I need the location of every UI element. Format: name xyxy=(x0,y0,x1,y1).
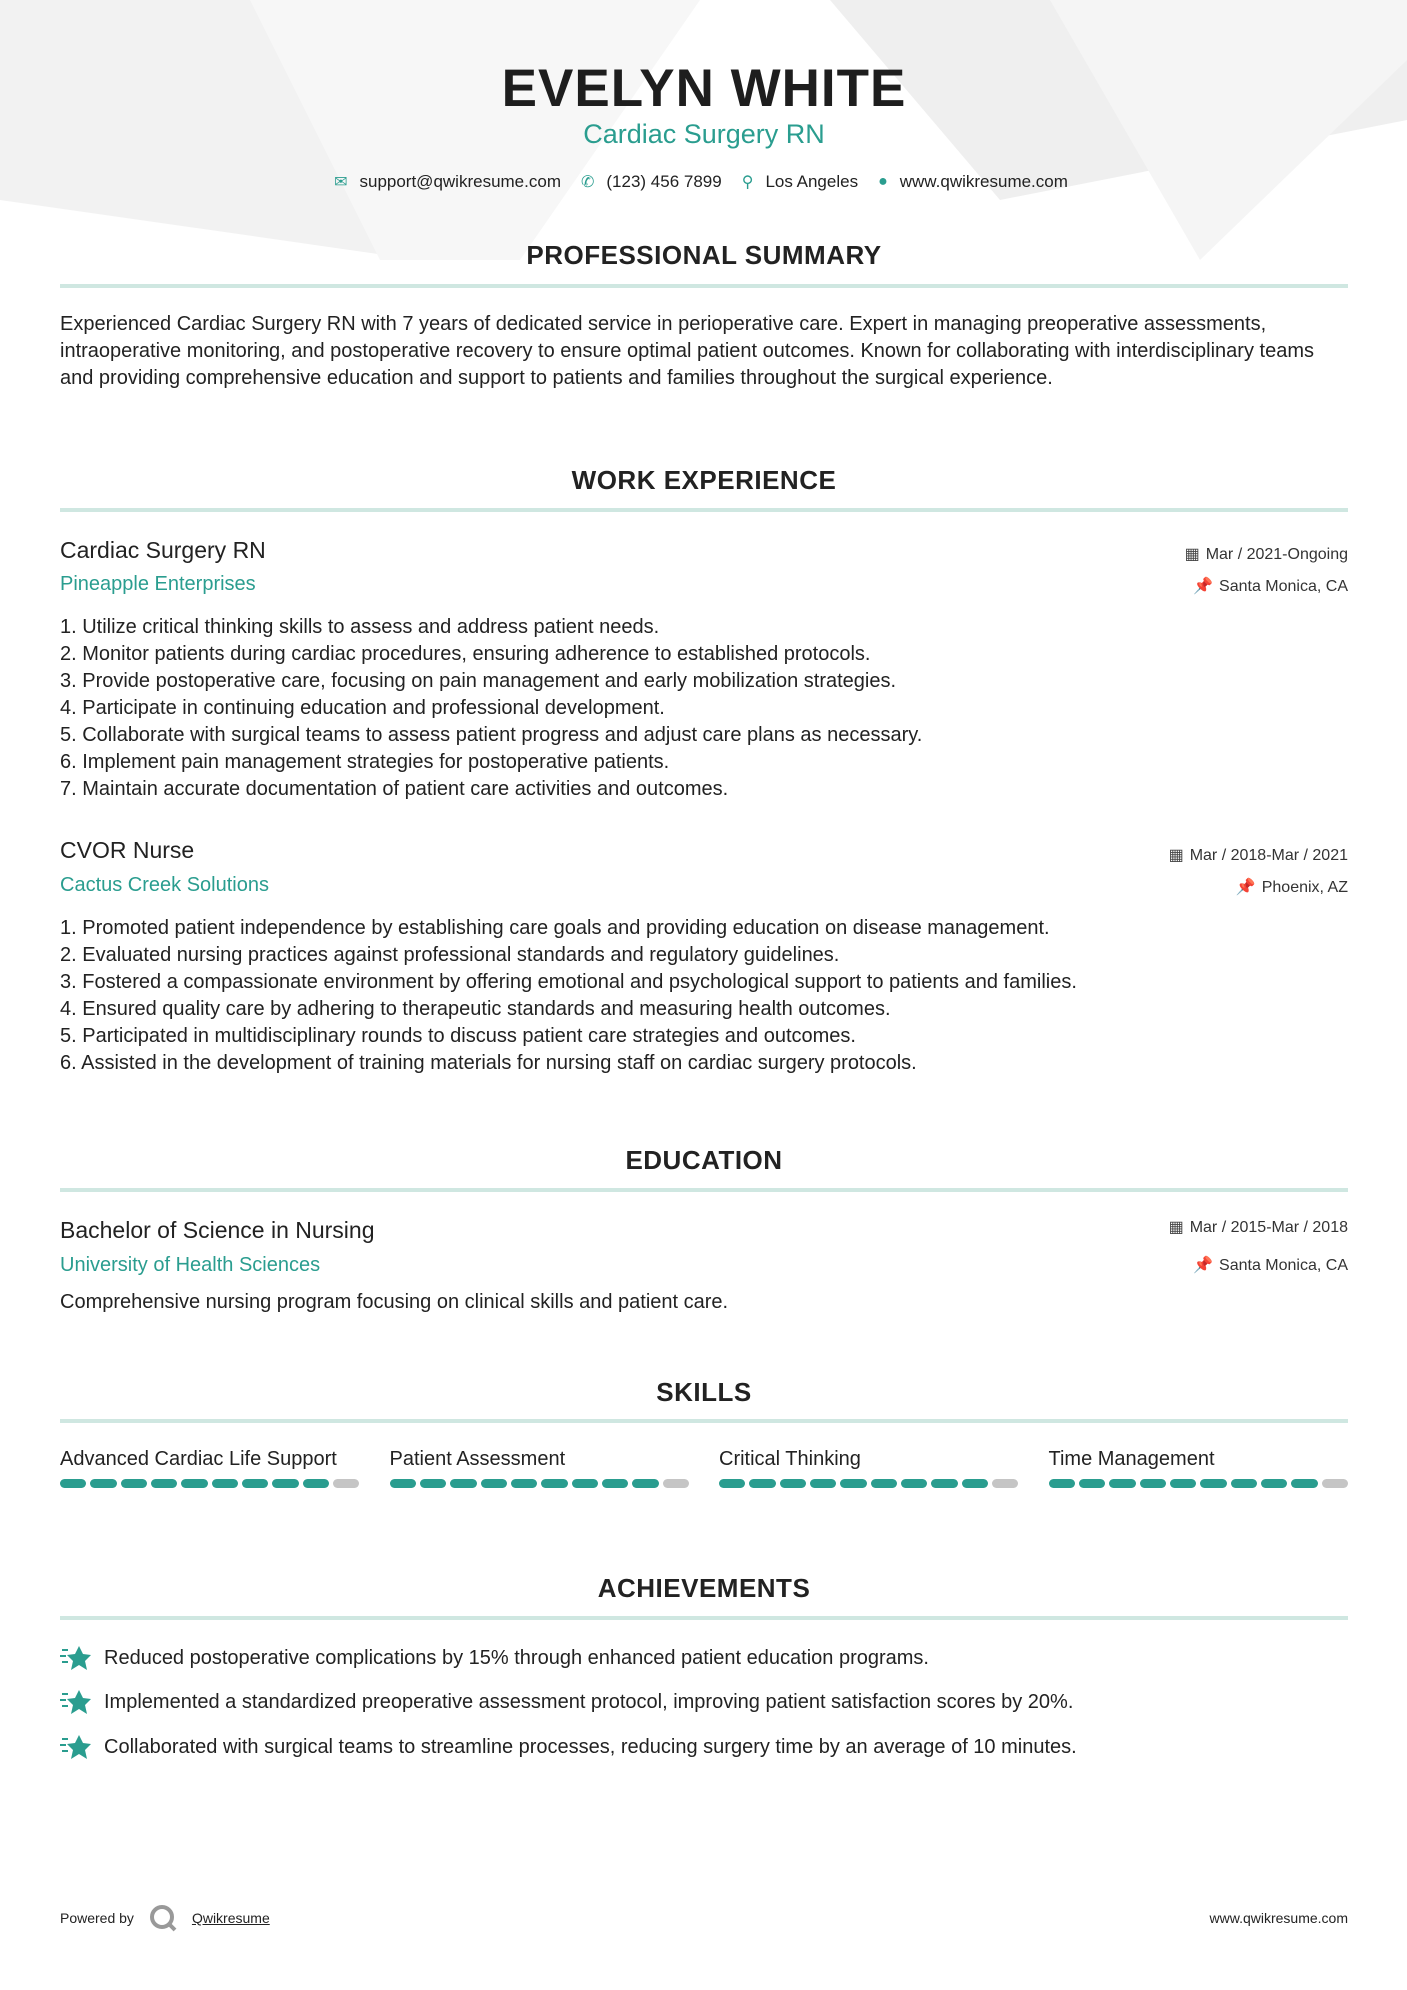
edu-description: Comprehensive nursing program focusing on clinical skills and patient care. xyxy=(60,1291,729,1313)
skill-level-segment xyxy=(1261,1479,1287,1488)
skill-level-bar xyxy=(60,1479,360,1488)
location-pin-icon: ⚲ xyxy=(741,174,754,191)
skill-level-segment xyxy=(272,1479,298,1488)
pin-icon: 📌 xyxy=(1193,578,1214,595)
skill-level-segment xyxy=(962,1479,988,1488)
skill-level-segment xyxy=(810,1479,836,1488)
list-item: 1. Promoted patient independence by establishing care goals and providing education on disease management. xyxy=(60,917,1050,939)
star-award-icon xyxy=(60,1644,92,1672)
divider xyxy=(60,1188,1348,1192)
skill-item xyxy=(390,1446,690,1488)
list-item: 6. Implement pain management strategies for postoperative patients. xyxy=(60,751,670,773)
skill-level-segment xyxy=(242,1479,268,1488)
job-dates: Mar / 2018-Mar / 2021 xyxy=(1189,847,1348,864)
list-item: 6. Assisted in the development of training materials for nursing staff on cardiac surgery protocols. xyxy=(60,1052,917,1074)
job-location: Phoenix, AZ xyxy=(1261,879,1348,896)
skill-item xyxy=(60,1446,360,1488)
skill-level-segment xyxy=(602,1479,628,1488)
skill-level-segment xyxy=(1109,1479,1135,1488)
achievement-text: Reduced postoperative complications by 15% through enhanced patient education programs. xyxy=(104,1646,929,1669)
email-icon: ✉ xyxy=(334,174,348,191)
degree: Bachelor of Science in Nursing xyxy=(60,1217,375,1243)
experience-heading: WORK EXPERIENCE xyxy=(571,465,837,495)
skills-list xyxy=(60,1446,1348,1488)
edu-location: Santa Monica, CA xyxy=(1219,1257,1348,1274)
skill-level-segment xyxy=(1231,1479,1257,1488)
summary-heading: PROFESSIONAL SUMMARY xyxy=(526,240,882,270)
list-item: 3. Fostered a compassionate environment by offering emotional and psychological support to patients and families. xyxy=(60,971,1077,993)
divider xyxy=(60,1616,1348,1620)
skill-level-segment xyxy=(151,1479,177,1488)
contact-info xyxy=(60,172,1348,192)
skill-level-segment xyxy=(1140,1479,1166,1488)
pin-icon: 📌 xyxy=(1235,879,1256,896)
skill-level-bar xyxy=(719,1479,1019,1488)
skill-level-segment xyxy=(1200,1479,1226,1488)
powered-by-label: Powered by xyxy=(60,1910,134,1926)
list-item: 2. Monitor patients during cardiac procedures, ensuring adherence to established protocols. xyxy=(60,643,871,665)
job-title: Cardiac Surgery RN xyxy=(60,537,266,563)
divider xyxy=(60,1419,1348,1423)
skill-level-segment xyxy=(181,1479,207,1488)
website[interactable]: www.qwikresume.com xyxy=(899,172,1068,191)
email[interactable]: support@qwikresume.com xyxy=(359,172,561,191)
achievement-text: Implemented a standardized preoperative assessment protocol, improving patient satisfaction scores by 20%. xyxy=(104,1690,1074,1713)
skill-name: Critical Thinking xyxy=(719,1448,861,1470)
calendar-icon: ▦ xyxy=(1168,1219,1184,1236)
list-item: 4. Ensured quality care by adhering to therapeutic standards and measuring health outcomes. xyxy=(60,998,891,1020)
phone-icon: ✆ xyxy=(580,174,595,191)
summary-text: Experienced Cardiac Surgery RN with 7 years of dedicated service in perioperative care. Expert in managing preoperative assessments, intraoperative monitoring, and postoperative recovery to ensure optimal patient outcomes. Known for collaborating with interdisciplinary teams and providing comprehensive education and support to patients and families throughout the surgical experience. xyxy=(60,313,1314,389)
list-item: 5. Participated in multidisciplinary rounds to discuss patient care strategies and outcomes. xyxy=(60,1025,856,1047)
candidate-name: EVELYN WHITE xyxy=(501,59,907,118)
achievement-text: Collaborated with surgical teams to streamline processes, reducing surgery time by an average of 10 minutes. xyxy=(104,1735,1077,1758)
divider xyxy=(60,508,1348,512)
list-item: 3. Provide postoperative care, focusing on pain management and early mobilization strategies. xyxy=(60,670,897,692)
company: Pineapple Enterprises xyxy=(60,573,256,595)
star-award-icon xyxy=(60,1733,92,1761)
skill-level-segment xyxy=(840,1479,866,1488)
skill-level-segment xyxy=(420,1479,446,1488)
skill-level-segment xyxy=(931,1479,957,1488)
skill-name: Time Management xyxy=(1048,1448,1215,1470)
achievements-heading: ACHIEVEMENTS xyxy=(597,1573,811,1603)
skill-level-segment xyxy=(780,1479,806,1488)
skill-level-segment xyxy=(871,1479,897,1488)
achievement-item xyxy=(60,1688,1348,1716)
skill-level-segment xyxy=(481,1479,507,1488)
list-item: 7. Maintain accurate documentation of patient care activities and outcomes. xyxy=(60,778,729,800)
skill-level-segment xyxy=(1170,1479,1196,1488)
list-item: 5. Collaborate with surgical teams to assess patient progress and adjust care plans as necessary. xyxy=(60,724,923,746)
globe-icon: ● xyxy=(878,173,888,190)
skill-level-segment xyxy=(1079,1479,1105,1488)
job-dates: Mar / 2021-Ongoing xyxy=(1205,546,1348,563)
list-item: 2. Evaluated nursing practices against professional standards and regulatory guidelines. xyxy=(60,944,840,966)
skill-level-segment xyxy=(541,1479,567,1488)
skill-level-segment xyxy=(333,1479,359,1488)
footer xyxy=(60,1903,1348,1933)
skill-level-segment xyxy=(572,1479,598,1488)
skill-level-segment xyxy=(663,1479,689,1488)
location: Los Angeles xyxy=(765,172,859,191)
skill-name: Advanced Cardiac Life Support xyxy=(60,1448,337,1470)
skill-level-bar xyxy=(390,1479,690,1488)
skill-level-segment xyxy=(303,1479,329,1488)
skill-level-segment xyxy=(749,1479,775,1488)
calendar-icon: ▦ xyxy=(1168,847,1184,864)
achievement-item xyxy=(60,1733,1348,1761)
candidate-title: Cardiac Surgery RN xyxy=(583,119,825,149)
skill-level-segment xyxy=(121,1479,147,1488)
job-bullets xyxy=(60,614,1348,803)
skill-name: Patient Assessment xyxy=(389,1448,566,1470)
skill-level-segment xyxy=(450,1479,476,1488)
skill-level-segment xyxy=(1322,1479,1348,1488)
skill-level-segment xyxy=(60,1479,86,1488)
achievement-item xyxy=(60,1644,1348,1672)
skill-level-bar xyxy=(1049,1479,1349,1488)
pin-icon: 📌 xyxy=(1193,1257,1214,1274)
school: University of Health Sciences xyxy=(60,1254,321,1276)
job-bullets xyxy=(60,915,1348,1077)
skill-level-segment xyxy=(390,1479,416,1488)
skill-level-segment xyxy=(90,1479,116,1488)
skill-level-segment xyxy=(992,1479,1018,1488)
footer-website[interactable]: www.qwikresume.com xyxy=(1209,1910,1348,1926)
divider xyxy=(60,284,1348,288)
list-item: 4. Participate in continuing education and professional development. xyxy=(60,697,665,719)
skill-level-segment xyxy=(212,1479,238,1488)
star-award-icon xyxy=(60,1688,92,1716)
calendar-icon: ▦ xyxy=(1184,546,1200,563)
skill-item xyxy=(1049,1446,1349,1488)
education-heading: EDUCATION xyxy=(625,1145,783,1175)
company: Cactus Creek Solutions xyxy=(60,874,269,896)
list-item: 1. Utilize critical thinking skills to assess and address patient needs. xyxy=(60,616,660,638)
skill-level-segment xyxy=(1291,1479,1317,1488)
edu-dates: Mar / 2015-Mar / 2018 xyxy=(1189,1219,1348,1236)
skills-heading: SKILLS xyxy=(656,1377,752,1407)
skill-level-segment xyxy=(719,1479,745,1488)
phone: (123) 456 7899 xyxy=(606,172,722,191)
qwikresume-logo-icon xyxy=(148,1903,178,1933)
skill-level-segment xyxy=(901,1479,927,1488)
job-location: Santa Monica, CA xyxy=(1219,578,1348,595)
job-title: CVOR Nurse xyxy=(60,837,195,863)
skill-level-segment xyxy=(1049,1479,1075,1488)
skill-level-segment xyxy=(632,1479,658,1488)
brand-link[interactable]: Qwikresume xyxy=(191,1910,270,1926)
skill-item xyxy=(719,1446,1019,1488)
skill-level-segment xyxy=(511,1479,537,1488)
